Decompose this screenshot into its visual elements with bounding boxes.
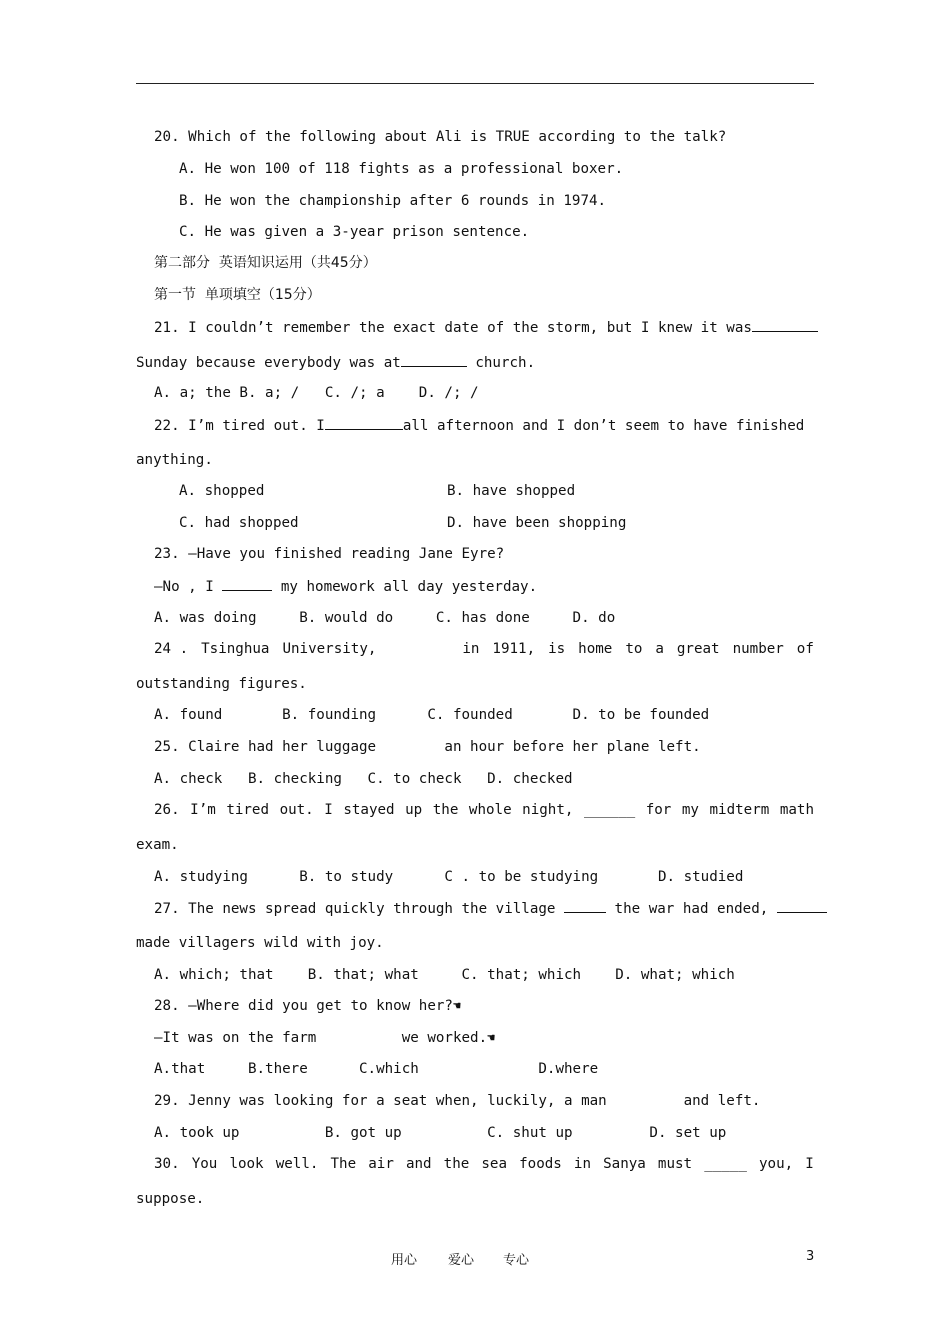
word: home (578, 641, 613, 657)
word: 26. (154, 802, 180, 818)
word: tired (226, 802, 270, 818)
q22-option-d: D. have been shopping (447, 515, 627, 531)
word: I (324, 802, 333, 818)
q28-stem-text: 28. —Where did you get to know her? (154, 998, 453, 1014)
q30-stem-line2: suppose. (136, 1191, 205, 1207)
q28-stem (154, 997, 461, 1016)
answer-blank (401, 353, 467, 367)
pointing-hand-icon: ☚ (452, 999, 461, 1014)
word: 1911, (492, 641, 536, 657)
page-number: 3 (806, 1249, 815, 1264)
q26-stem-line1 (154, 801, 814, 819)
q22-option-b: B. have shopped (447, 483, 576, 499)
word: I’m (190, 802, 216, 818)
q22-stem-line2: anything. (136, 452, 213, 468)
word: for (645, 802, 672, 818)
pointing-hand-icon: ☚ (487, 1031, 495, 1046)
q27-stem-text-2: the war had ended, (606, 901, 777, 917)
word: whole (468, 802, 512, 818)
word: and (405, 1156, 432, 1172)
q27-stem-text: 27. The news spread quickly through the village (154, 901, 564, 917)
answer-gap (389, 640, 449, 658)
answer-blank (752, 318, 818, 332)
q20-option-c: C. He was given a 3-year prison sentence. (179, 224, 530, 240)
word: must (657, 1156, 693, 1172)
q22-stem-text-2: all afternoon and I don’t seem to have finished (402, 418, 805, 434)
word: up (405, 802, 423, 818)
word: air (368, 1156, 394, 1172)
q20-option-a: A. He won 100 of 118 fights as a professional boxer. (179, 161, 624, 177)
header-rule (136, 83, 814, 84)
word: the (432, 802, 459, 818)
word: the (443, 1156, 470, 1172)
q23-reply-text: —No , I (154, 579, 223, 595)
q23-reply-text-2: my homework all day yesterday. (272, 579, 538, 595)
q27-stem-line1 (154, 899, 827, 918)
word: you, (759, 1156, 794, 1172)
word: Tsinghua (201, 641, 270, 657)
q22-stem-line1 (154, 416, 804, 435)
word: out. (279, 802, 314, 818)
q24-stem-line1 (154, 640, 814, 658)
word: math (779, 802, 814, 818)
q20-stem: 20. Which of the following about Ali is TRUE according to the talk? (154, 129, 727, 145)
word: foods (519, 1156, 562, 1172)
q21-stem-line2 (136, 353, 535, 372)
word: You (191, 1156, 218, 1172)
q28-reply (154, 1029, 495, 1048)
q29-options: A. took up B. got up C. shut up D. set up (154, 1125, 727, 1141)
q30-stem-line1 (154, 1155, 814, 1173)
q28-reply-text: —It was on the farm we worked. (154, 1030, 488, 1046)
answer-blank (777, 899, 827, 913)
q22-option-a: A. shopped (179, 483, 265, 499)
word: sea (481, 1156, 508, 1172)
word: midterm (709, 802, 770, 818)
word: a (655, 641, 664, 657)
word: look (229, 1156, 264, 1172)
word: night, (522, 802, 574, 818)
q24-options: A. found B. founding C. founded D. to be founded (154, 707, 710, 723)
word: University, (282, 641, 377, 657)
q21-stem-text-2: Sunday because everybody was at (136, 355, 401, 371)
section-sub-heading: 第一节 单项填空（15分） (154, 287, 321, 303)
q21-options: A. a; the B. a; / C. /; a D. /; / (154, 385, 479, 401)
q29-stem: 29. Jenny was looking for a seat when, luckily, a man and left. (154, 1093, 761, 1109)
word: 30. (154, 1156, 180, 1172)
answer-blank: ______ (583, 802, 636, 818)
answer-blank (325, 416, 403, 430)
q22-stem-text: 22. I’m tired out. I (154, 418, 325, 434)
q27-options: A. which; that B. that; what C. that; which D. what; which (154, 967, 735, 983)
q20-option-b: B. He won the championship after 6 rounds in 1974. (179, 193, 607, 209)
q24-stem-line2: outstanding figures. (136, 676, 307, 692)
word: in (462, 641, 480, 657)
word: to (625, 641, 643, 657)
q21-stem-text-3: church. (466, 355, 536, 371)
q23-options: A. was doing B. would do C. has done D. do (154, 610, 616, 626)
word: 24 . (154, 641, 189, 657)
word: number (732, 641, 784, 657)
word: great (676, 641, 720, 657)
q27-stem-line2: made villagers wild with joy. (136, 935, 384, 951)
q23-reply (154, 577, 537, 596)
footer-word-3: 专心 (503, 1253, 530, 1268)
q26-options: A. studying B. to study C . to be studying D. studied (154, 869, 744, 885)
q25-stem: 25. Claire had her luggage an hour before her plane left. (154, 739, 701, 755)
answer-blank (222, 577, 272, 591)
word: my (681, 802, 699, 818)
footer-word-1: 用心 (391, 1253, 418, 1268)
q23-stem: 23. —Have you finished reading Jane Eyre? (154, 546, 505, 562)
word: is (548, 641, 566, 657)
q25-options: A. check B. checking C. to check D. checked (154, 771, 573, 787)
q21-stem-text: 21. I couldn’t remember the exact date of the storm, but I knew it was (154, 320, 752, 336)
footer-word-2: 爱心 (448, 1253, 475, 1268)
q28-options: A.that B.there C.which D.where (154, 1061, 599, 1077)
word: The (330, 1156, 357, 1172)
section-part-heading: 第二部分 英语知识运用（共45分） (154, 255, 377, 271)
word: Sanya (603, 1156, 646, 1172)
q22-option-c: C. had shopped (179, 515, 299, 531)
q26-stem-line2: exam. (136, 837, 179, 853)
answer-blank (564, 899, 606, 913)
word: in (573, 1156, 592, 1172)
word: well. (275, 1156, 319, 1172)
word: of (796, 641, 814, 657)
word: I (805, 1156, 814, 1172)
answer-blank: _____ (704, 1156, 747, 1172)
q21-stem-line1 (154, 318, 818, 337)
word: stayed (343, 802, 395, 818)
